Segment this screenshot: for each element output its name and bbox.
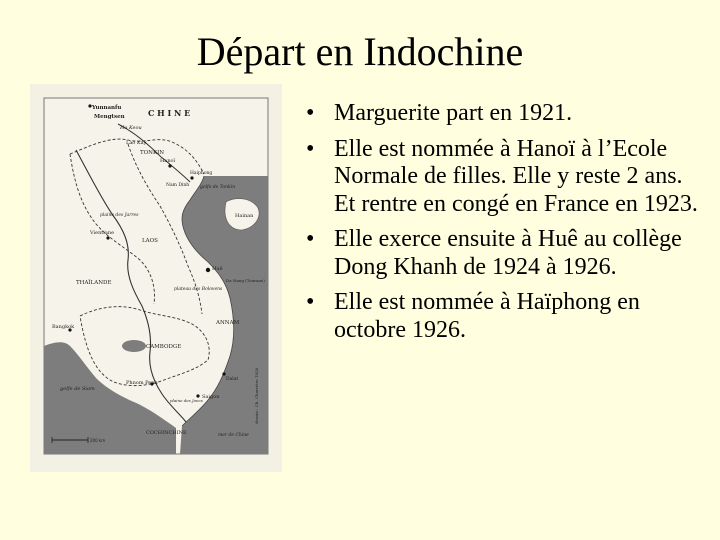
city-hue — [206, 268, 210, 272]
city-vientiane — [106, 236, 109, 239]
label-mer-chine: mer de Chine — [218, 433, 249, 438]
bullet-item — [306, 226, 706, 281]
label-annam: ANNAM — [216, 320, 240, 326]
bullet-dot: • — [306, 135, 315, 162]
label-namdinh: Nam Dinh — [166, 183, 190, 188]
bullet-item — [306, 136, 706, 219]
bullet-text: Elle est nommée à Haïphong en octobre 1926. — [334, 289, 640, 343]
bullet-dot: • — [306, 226, 315, 252]
label-thailande: THAÏLANDE — [76, 280, 112, 286]
label-laos: LAOS — [142, 238, 158, 244]
label-laokay: Lao Kay — [126, 140, 147, 146]
label-hokeou: Ho Keou — [120, 125, 142, 131]
slide-title: Départ en Indochine — [196, 29, 524, 74]
label-plaine-jarres: plaine des Jarres — [100, 213, 139, 218]
label-scale: 200 km — [90, 438, 106, 443]
bullet-text: Marguerite part en 1921. — [334, 100, 573, 126]
map-indochina — [30, 84, 282, 472]
city-haiphong — [190, 176, 193, 179]
label-bangkok: Bangkok — [52, 324, 75, 330]
bullet-text: Elle exerce ensuite à Huê au collège Dong Khanh de 1924 à 1926. — [334, 226, 682, 280]
label-cambodge: CAMBODGE — [146, 344, 182, 350]
label-golfe-tonkin: golfe de Tonkin — [200, 185, 236, 190]
label-tourane: Da Nang (Tourane) — [226, 278, 265, 283]
label-hue: Huê — [212, 266, 223, 272]
city-hanoi — [168, 164, 171, 167]
label-golfe-siam: golfe de Siam — [60, 386, 95, 392]
label-chine: C H I N E — [148, 108, 191, 118]
label-hanoi: Hanoï — [160, 158, 176, 164]
label-mengtsen: Mengtsen — [94, 114, 125, 120]
label-vientiane: Vientiane — [90, 230, 115, 236]
label-plaine-joncs: plaine des Joncs — [170, 398, 203, 403]
city-dalat — [222, 372, 225, 375]
label-phnompenh: Phnom Penh — [126, 380, 158, 386]
bullet-list — [306, 100, 706, 352]
label-cochinchine: COCHINCHINE — [146, 430, 187, 436]
bullet-item — [306, 289, 706, 344]
lake-tonle-sap — [122, 340, 146, 352]
label-plateau-bolovens: plateau des Bolovens — [174, 287, 223, 292]
bullet-text: Elle est nommée à Hanoï à l’Ecole Normale de filles. Elle y reste 2 ans. Et rentre en congé en France en 1923. — [334, 135, 698, 217]
bullet-item — [306, 100, 706, 128]
label-dalat: Dalat — [226, 377, 239, 382]
label-hainan: Hainan — [235, 213, 254, 219]
label-haiphong: Haiphong — [190, 171, 213, 176]
label-credit: dessin : Ch. Charrière 1928 — [254, 367, 259, 424]
label-yunnanfu: Yunnanfu — [92, 105, 122, 111]
label-saigon: Saigon — [202, 394, 220, 400]
bullet-dot: • — [306, 100, 315, 126]
label-tonkin: TONKIN — [140, 150, 165, 156]
map-svg — [30, 84, 282, 472]
bullet-dot: • — [306, 289, 315, 315]
